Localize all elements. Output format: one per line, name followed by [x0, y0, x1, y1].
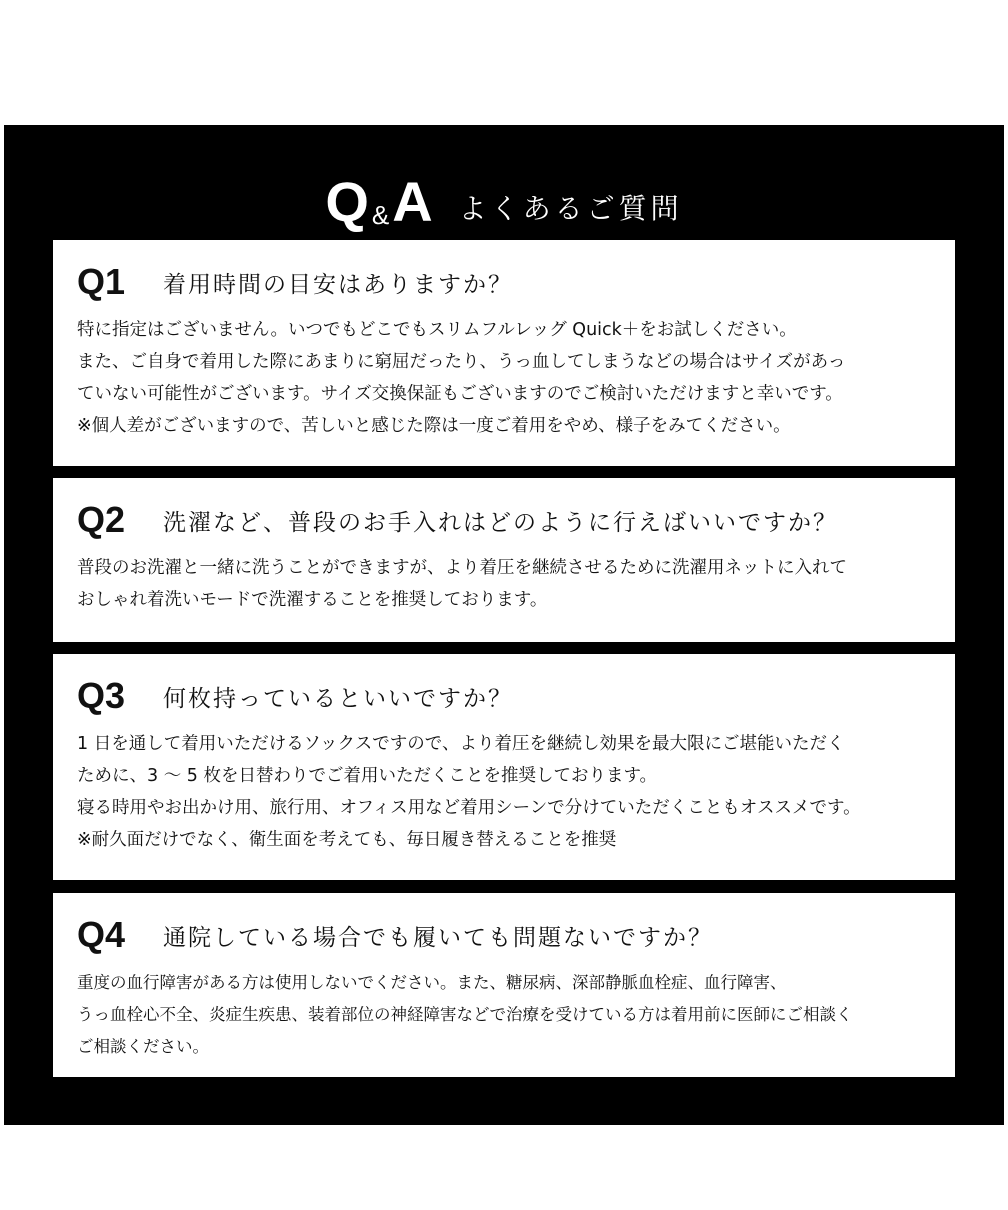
- question-number: Q1: [77, 261, 126, 302]
- answer-text: [77, 728, 941, 856]
- answer-line: 特に指定はございません。いつでもどこでもスリムフルレッグ Quick＋をお試しください。: [77, 320, 797, 340]
- faq-card-q1: [53, 240, 955, 466]
- answer-text: [77, 552, 941, 616]
- question-number: Q4: [77, 914, 126, 955]
- faq-card-header: [77, 500, 941, 540]
- question-number: Q3: [77, 675, 126, 716]
- answer-line: うっ血栓心不全、炎症生疾患、装着部位の神経障害などで治療を受けている方は着用前に医師にご相談く: [77, 1005, 853, 1024]
- question-text: 通院している場合でも履いても問題ないですか？: [163, 924, 713, 951]
- faq-card-header: [77, 262, 941, 302]
- question-number: Q2: [77, 499, 126, 540]
- answer-line: 寝る時用やお出かけ用、旅行用、オフィス用など着用シーンで分けていただくこともオススメです。: [77, 798, 861, 818]
- heading-a-letter: A: [392, 170, 433, 233]
- answer-line: ※耐久面だけでなく、衛生面を考えても、毎日履き替えることを推奨: [77, 830, 617, 850]
- answer-line: ご相談ください。: [77, 1037, 209, 1056]
- faq-card-q4: [53, 893, 955, 1077]
- question-text: 何枚持っているといいですか？: [163, 685, 513, 712]
- answer-text: [77, 967, 941, 1063]
- answer-text: [77, 314, 941, 442]
- question-text: 着用時間の目安はありますか？: [163, 271, 513, 298]
- faq-heading: [0, 170, 1008, 233]
- answer-line: また、ご自身で着用した際にあまりに窮屈だったり、うっ血してしまうなどの場合はサイズがあっ: [77, 352, 846, 372]
- answer-line: 1 日を通して着用いただけるソックスですので、より着圧を継続し効果を最大限にご堪能いただく: [77, 734, 845, 754]
- faq-card-q3: [53, 654, 955, 880]
- answer-line: ていない可能性がございます。サイズ交換保証もございますのでご検討いただけますと幸いです。: [77, 384, 843, 404]
- answer-line: ために、3 ～ 5 枚を日替わりでご着用いただくことを推奨しております。: [77, 766, 658, 786]
- faq-card-header: [77, 915, 941, 955]
- faq-card-q2: [53, 478, 955, 642]
- heading-subtitle: よくあるご質問: [458, 192, 683, 225]
- answer-line: 重度の血行障害がある方は使用しないでください。また、糖尿病、深部静脈血栓症、血行障害、: [77, 973, 787, 992]
- answer-line: おしゃれ着洗いモードで洗濯することを推奨しております。: [77, 590, 548, 610]
- heading-ampersand: &: [371, 200, 390, 230]
- faq-card-header: [77, 676, 941, 716]
- heading-q-letter: Q: [325, 170, 369, 233]
- answer-line: ※個人差がございますので、苦しいと感じた際は一度ご着用をやめ、様子をみてください。: [77, 416, 791, 436]
- question-text: 洗濯など、普段のお手入れはどのように行えばいいですか？: [163, 509, 838, 536]
- answer-line: 普段のお洗濯と一緒に洗うことができますが、より着圧を継続させるために洗濯用ネットに入れて: [77, 558, 847, 578]
